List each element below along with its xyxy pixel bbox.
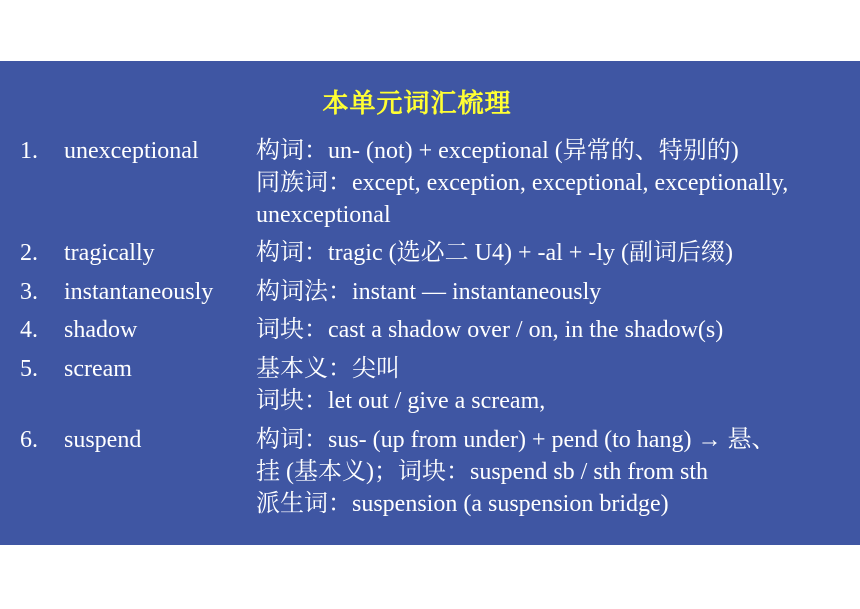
description-line: 基本义：尖叫 [256,356,400,382]
description-line: unexceptional [256,202,391,228]
entry-description [256,237,846,269]
entry-word: unexceptional [64,138,199,164]
entry-description [256,276,846,308]
entry-description [256,424,846,520]
description-line: 词块：cast a shadow over / on, in the shadow(s) [256,317,724,343]
entry-description [256,314,846,346]
description-line: 同族词：except, exception, exceptional, exceptionally, [256,170,789,196]
entry-word: suspend [64,427,142,453]
entry-description [256,135,846,231]
entry-number: 2. [20,240,38,266]
description-line: 派生词：suspension (a suspension bridge) [256,491,669,517]
description-line: 构词：tragic (选必二 U4) + -al + -ly (副词后缀) [256,240,733,266]
description-line: 挂 (基本义)；词块：suspend sb / sth from sth [256,459,708,485]
description-line: 词块：let out / give a scream, [256,388,546,414]
entry-word: tragically [64,240,155,266]
description-line: 构词：un- (not) + exceptional (异常的、特别的) [256,138,739,164]
entry-number: 4. [20,317,38,343]
entry-number: 5. [20,356,38,382]
entry-word: shadow [64,317,138,343]
description-line: 构词：sus- (up from under) + pend (to hang) → 悬、 [256,427,776,453]
slide-title: 本单元词汇梳理 [322,89,512,119]
entry-word: instantaneously [64,279,214,305]
entry-number: 1. [20,138,38,164]
entry-number: 3. [20,279,38,305]
entry-description [256,353,846,417]
entry-word: scream [64,356,132,382]
slide-panel [0,61,860,545]
entry-number: 6. [20,427,38,453]
description-line: 构词法：instant — instantaneously [256,279,602,305]
